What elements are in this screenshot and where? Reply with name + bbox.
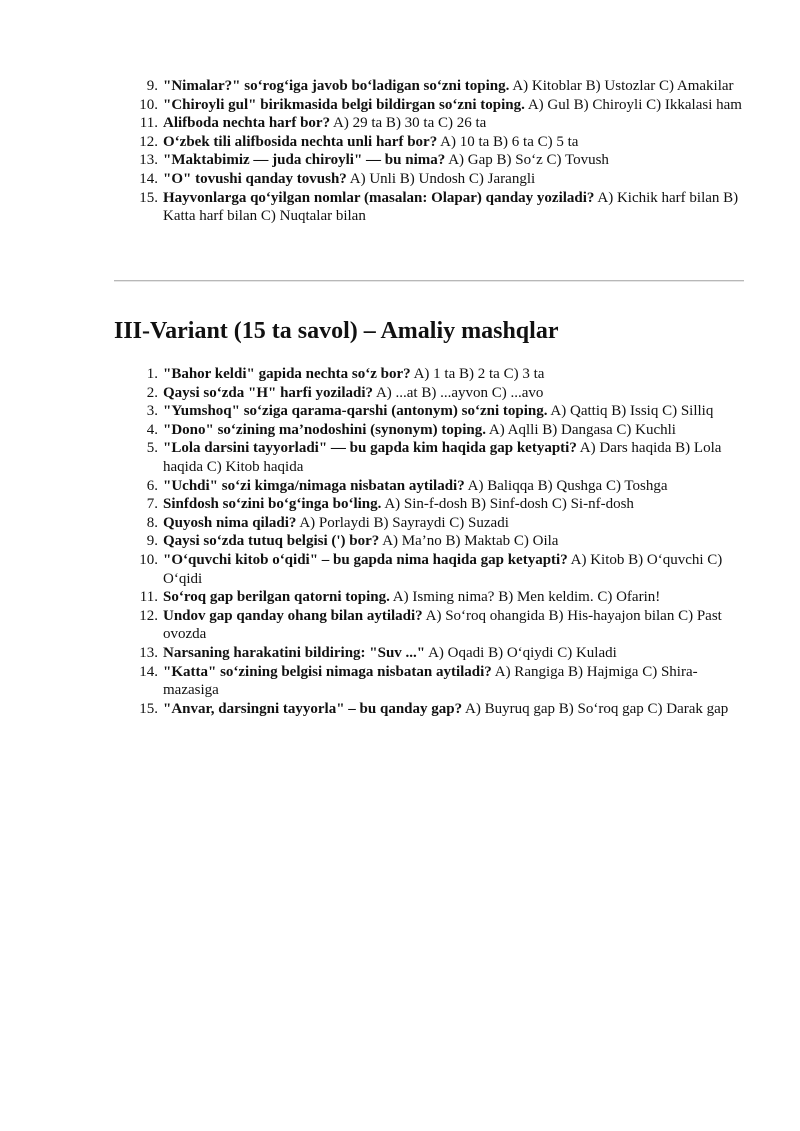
question-text: "Katta" so‘zining belgisi nimaga nisbatan aytiladi?	[163, 663, 492, 680]
question-number: 7.	[146, 496, 158, 513]
list-item	[134, 607, 746, 644]
question-text: "Maktabimiz — juda chiroyli" — bu nima?	[163, 152, 446, 169]
question-text: Qaysi so‘zda "H" harfi yoziladi?	[163, 384, 373, 401]
question-text: Quyosh nima qiladi?	[163, 514, 297, 531]
question-number: 4.	[146, 421, 158, 438]
question-number: 12.	[139, 607, 158, 624]
answer-options: A) Kitoblar B) Ustozlar C) Amakilar	[512, 78, 734, 94]
question-list-previous	[134, 77, 746, 226]
answer-options: A) Dars haqida B) Lola haqida C) Kitob haqida	[163, 440, 722, 475]
question-number: 10.	[139, 551, 158, 568]
question-number: 9.	[146, 78, 158, 94]
answer-options: A) Unli B) Undosh C) Jarangli	[349, 170, 536, 187]
horizontal-divider	[114, 280, 744, 282]
list-item	[134, 700, 746, 719]
answer-options: A) 10 ta B) 6 ta C) 5 ta	[440, 133, 579, 150]
list-item	[134, 439, 746, 476]
question-number: 15.	[139, 700, 158, 717]
question-text: Sinfdosh so‘zini bo‘g‘inga bo‘ling.	[163, 496, 382, 513]
question-text: "Dono" so‘zining ma’nodoshini (synonym) toping.	[163, 421, 486, 438]
question-number: 10.	[139, 96, 158, 113]
question-list-variant-3	[134, 365, 746, 718]
answer-options: A) 1 ta B) 2 ta C) 3 ta	[413, 366, 545, 382]
question-number: 13.	[139, 152, 158, 169]
answer-options: A) 29 ta B) 30 ta C) 26 ta	[333, 115, 487, 132]
list-item	[134, 532, 746, 551]
question-text: "Chiroyli gul" birikmasida belgi bildirgan so‘zni toping.	[163, 96, 525, 113]
list-item	[134, 170, 746, 189]
list-item	[134, 114, 746, 133]
question-text: "Bahor keldi" gapida nechta so‘z bor?	[163, 366, 411, 382]
list-item	[134, 477, 746, 496]
answer-options: A) ...at B) ...ayvon C) ...avo	[375, 384, 544, 401]
list-item	[134, 644, 746, 663]
answer-options: A) Isming nima? B) Men keldim. C) Ofarin!	[392, 589, 661, 606]
question-text: "Yumshoq" so‘ziga qarama-qarshi (antonym) so‘zni toping.	[163, 403, 548, 420]
question-text: O‘zbek tili alifbosida nechta unli harf bor?	[163, 133, 438, 150]
question-number: 3.	[146, 403, 158, 420]
answer-options: A) Gul B) Chiroyli C) Ikkalasi ham	[527, 96, 742, 113]
section-heading: III-Variant (15 ta savol) – Amaliy mashqlar	[114, 318, 559, 344]
answer-options: A) Aqlli B) Dangasa C) Kuchli	[488, 421, 676, 438]
list-item	[134, 77, 746, 96]
question-text: "O" tovushi qanday tovush?	[163, 170, 347, 187]
question-number: 11.	[139, 115, 158, 132]
question-number: 9.	[146, 533, 158, 550]
question-text: "Uchdi" so‘zi kimga/nimaga nisbatan aytiladi?	[163, 477, 465, 494]
list-item	[134, 365, 746, 384]
list-item	[134, 663, 746, 700]
answer-options: A) Rangiga B) Hajmiga C) Shira-mazasiga	[163, 663, 698, 699]
answer-options: A) Sin-f-dosh B) Sinf-dosh C) Si-nf-dosh	[384, 496, 634, 513]
question-text: Undov gap qanday ohang bilan aytiladi?	[163, 607, 423, 624]
question-number: 6.	[146, 477, 158, 494]
list-item	[134, 421, 746, 440]
question-text: Hayvonlarga qo‘yilgan nomlar (masalan: Olapar) qanday yoziladi?	[163, 189, 595, 206]
question-number: 13.	[139, 644, 158, 661]
list-item	[134, 514, 746, 533]
question-text: So‘roq gap berilgan qatorni toping.	[163, 589, 390, 606]
list-item	[134, 551, 746, 588]
question-text: "Nimalar?" so‘rog‘iga javob bo‘ladigan so‘zni toping.	[163, 78, 510, 94]
answer-options: A) Qattiq B) Issiq C) Silliq	[550, 403, 714, 420]
answer-options: A) Kitob B) O‘quvchi C) O‘qidi	[163, 551, 723, 587]
list-item	[134, 189, 746, 226]
question-text: Narsaning harakatini bildiring: "Suv ..."	[163, 644, 426, 661]
answer-options: A) Gap B) So‘z C) Tovush	[448, 152, 609, 169]
question-text: "Lola darsini tayyorladi" — bu gapda kim haqida gap ketyapti?	[163, 440, 577, 457]
list-item	[134, 588, 746, 607]
question-text: "Anvar, darsingni tayyorla" – bu qanday gap?	[163, 700, 463, 717]
list-item	[134, 96, 746, 115]
question-number: 14.	[139, 663, 158, 680]
answer-options: A) Baliqqa B) Qushga C) Toshga	[467, 477, 668, 494]
list-item	[134, 151, 746, 170]
question-number: 8.	[146, 514, 158, 531]
question-number: 1.	[146, 366, 158, 382]
question-text: Alifboda nechta harf bor?	[163, 115, 331, 132]
answer-options: A) Ma’no B) Maktab C) Oila	[382, 533, 559, 550]
list-item	[134, 133, 746, 152]
question-number: 2.	[146, 384, 158, 401]
answer-options: A) So‘roq ohangida B) His-hayajon bilan C) Past ovozda	[163, 607, 722, 643]
question-number: 11.	[139, 589, 158, 606]
answer-options: A) Porlaydi B) Sayraydi C) Suzadi	[299, 514, 509, 531]
question-number: 15.	[139, 189, 158, 206]
answer-options: A) Oqadi B) O‘qiydi C) Kuladi	[428, 644, 617, 661]
question-text: "O‘quvchi kitob o‘qidi" – bu gapda nima haqida gap ketyapti?	[163, 551, 568, 568]
question-number: 5.	[146, 440, 158, 457]
question-number: 14.	[139, 170, 158, 187]
answer-options: A) Kichik harf bilan B) Katta harf bilan C) Nuqtalar bilan	[163, 189, 739, 225]
list-item	[134, 402, 746, 421]
list-item	[134, 384, 746, 403]
answer-options: A) Buyruq gap B) So‘roq gap C) Darak gap	[465, 700, 729, 717]
question-number: 12.	[139, 133, 158, 150]
question-text: Qaysi so‘zda tutuq belgisi (') bor?	[163, 533, 380, 550]
list-item	[134, 495, 746, 514]
